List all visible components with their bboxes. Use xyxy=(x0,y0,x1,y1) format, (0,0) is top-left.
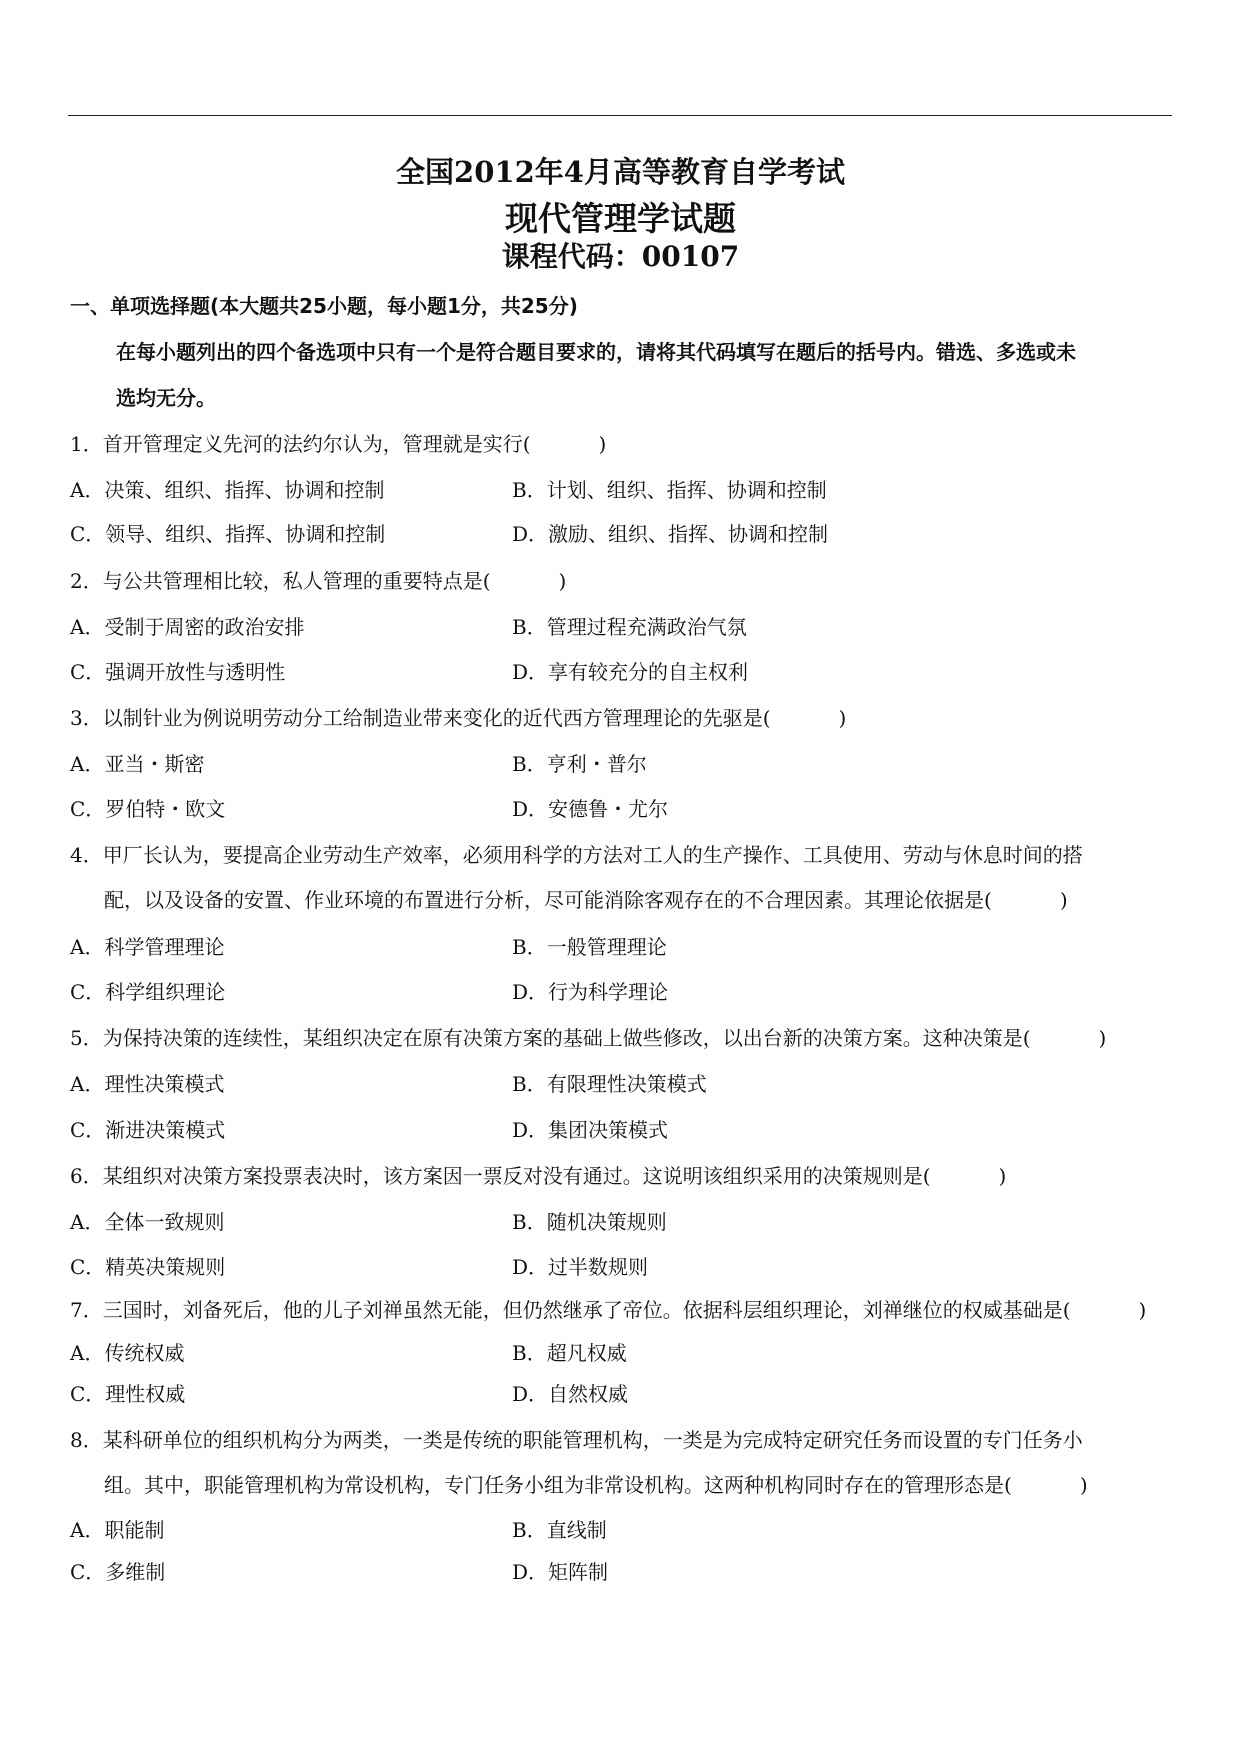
exam-title: 全国2012年4月高等教育自学考试 xyxy=(396,155,845,189)
option-c: C．理性权威 xyxy=(70,1382,186,1406)
answer-paren-close: ) xyxy=(1138,1298,1147,1322)
question-stem-text: 6．某组织对决策方案投票表决时，该方案因一票反对没有通过。这说明该组织采用的决策规则是( xyxy=(70,1164,931,1188)
question-stem-text: 2．与公共管理相比较，私人管理的重要特点是( xyxy=(70,569,491,593)
option-b: B．计划、组织、指挥、协调和控制 xyxy=(512,478,827,502)
answer-paren-close: ) xyxy=(558,569,567,593)
question-stem xyxy=(70,428,606,457)
answer-paren-close: ) xyxy=(1098,1026,1107,1050)
option-c: C．科学组织理论 xyxy=(70,980,226,1004)
question-stem xyxy=(70,1424,1083,1453)
question-stem xyxy=(70,702,846,731)
question-stem-text: 8．某科研单位的组织机构分为两类，一类是传统的职能管理机构，一类是为完成特定研究任务而设置的专门任务小 xyxy=(70,1428,1083,1452)
option-b: B．管理过程充满政治气氛 xyxy=(512,615,747,639)
option-b: B．有限理性决策模式 xyxy=(512,1072,707,1096)
option-d: D．行为科学理论 xyxy=(512,980,669,1004)
option-d: D．享有较充分的自主权利 xyxy=(512,660,749,684)
option-d: D．集团决策模式 xyxy=(512,1118,669,1142)
question-stem xyxy=(104,1469,1088,1498)
section-instruction-2: 选均无分。 xyxy=(116,386,216,410)
option-c: C．多维制 xyxy=(70,1560,166,1584)
option-a: A．受制于周密的政治安排 xyxy=(70,615,305,639)
question-stem xyxy=(70,839,1083,868)
option-c: C．领导、组织、指挥、协调和控制 xyxy=(70,522,386,546)
answer-paren-close: ) xyxy=(1079,1473,1088,1497)
question-stem-text: 7．三国时，刘备死后，他的儿子刘禅虽然无能，但仍然继承了帝位。依据科层组织理论，刘禅继位的权威基础是( xyxy=(70,1298,1071,1322)
option-a: A．传统权威 xyxy=(70,1341,185,1365)
question-stem xyxy=(70,565,566,594)
answer-paren-close: ) xyxy=(838,706,847,730)
option-c: C．渐进决策模式 xyxy=(70,1118,226,1142)
option-c: C．罗伯特・欧文 xyxy=(70,797,226,821)
option-b: B．随机决策规则 xyxy=(512,1210,667,1234)
question-stem xyxy=(70,1160,1006,1189)
option-b: B．超凡权威 xyxy=(512,1341,627,1365)
option-d: D．过半数规则 xyxy=(512,1255,649,1279)
answer-paren-close: ) xyxy=(998,1164,1007,1188)
question-stem xyxy=(104,884,1068,913)
option-b: B．直线制 xyxy=(512,1518,607,1542)
option-a: A．决策、组织、指挥、协调和控制 xyxy=(70,478,385,502)
option-a: A．理性决策模式 xyxy=(70,1072,225,1096)
section-instruction-1: 在每小题列出的四个备选项中只有一个是符合题目要求的，请将其代码填写在题后的括号内。错选、多选或未 xyxy=(116,340,1076,364)
question-stem-text: 组。其中，职能管理机构为常设机构，专门任务小组为非常设机构。这两种机构同时存在的管理形态是( xyxy=(104,1473,1012,1497)
paper-title: 现代管理学试题 xyxy=(505,199,736,238)
option-b: B．亨利・普尔 xyxy=(512,752,647,776)
option-c: C．精英决策规则 xyxy=(70,1255,226,1279)
header-rule xyxy=(68,115,1172,116)
question-stem-text: 4．甲厂长认为，要提高企业劳动生产效率，必须用科学的方法对工人的生产操作、工具使用、劳动与休息时间的搭 xyxy=(70,843,1083,867)
option-c: C．强调开放性与透明性 xyxy=(70,660,286,684)
option-a: A．亚当・斯密 xyxy=(70,752,205,776)
option-d: D．激励、组织、指挥、协调和控制 xyxy=(512,522,829,546)
answer-paren-close: ) xyxy=(1059,888,1068,912)
option-a: A．科学管理理论 xyxy=(70,935,225,959)
course-code: 课程代码：00107 xyxy=(501,240,740,273)
question-stem-text: 3．以制针业为例说明劳动分工给制造业带来变化的近代西方管理理论的先驱是( xyxy=(70,706,771,730)
option-d: D．自然权威 xyxy=(512,1382,629,1406)
option-a: A．全体一致规则 xyxy=(70,1210,225,1234)
option-d: D．矩阵制 xyxy=(512,1560,609,1584)
section-heading: 一、单项选择题(本大题共25小题，每小题1分，共25分) xyxy=(70,294,578,318)
option-b: B．一般管理理论 xyxy=(512,935,667,959)
question-stem xyxy=(70,1294,1146,1323)
answer-paren-close: ) xyxy=(598,432,607,456)
question-stem-text: 1．首开管理定义先河的法约尔认为，管理就是实行( xyxy=(70,432,531,456)
question-stem-text: 5．为保持决策的连续性，某组织决定在原有决策方案的基础上做些修改，以出台新的决策方案。这种决策是( xyxy=(70,1026,1031,1050)
option-a: A．职能制 xyxy=(70,1518,165,1542)
question-stem-text: 配，以及设备的安置、作业环境的布置进行分析，尽可能消除客观存在的不合理因素。其理论依据是( xyxy=(104,888,992,912)
question-stem xyxy=(70,1022,1106,1051)
option-d: D．安德鲁・尤尔 xyxy=(512,797,669,821)
